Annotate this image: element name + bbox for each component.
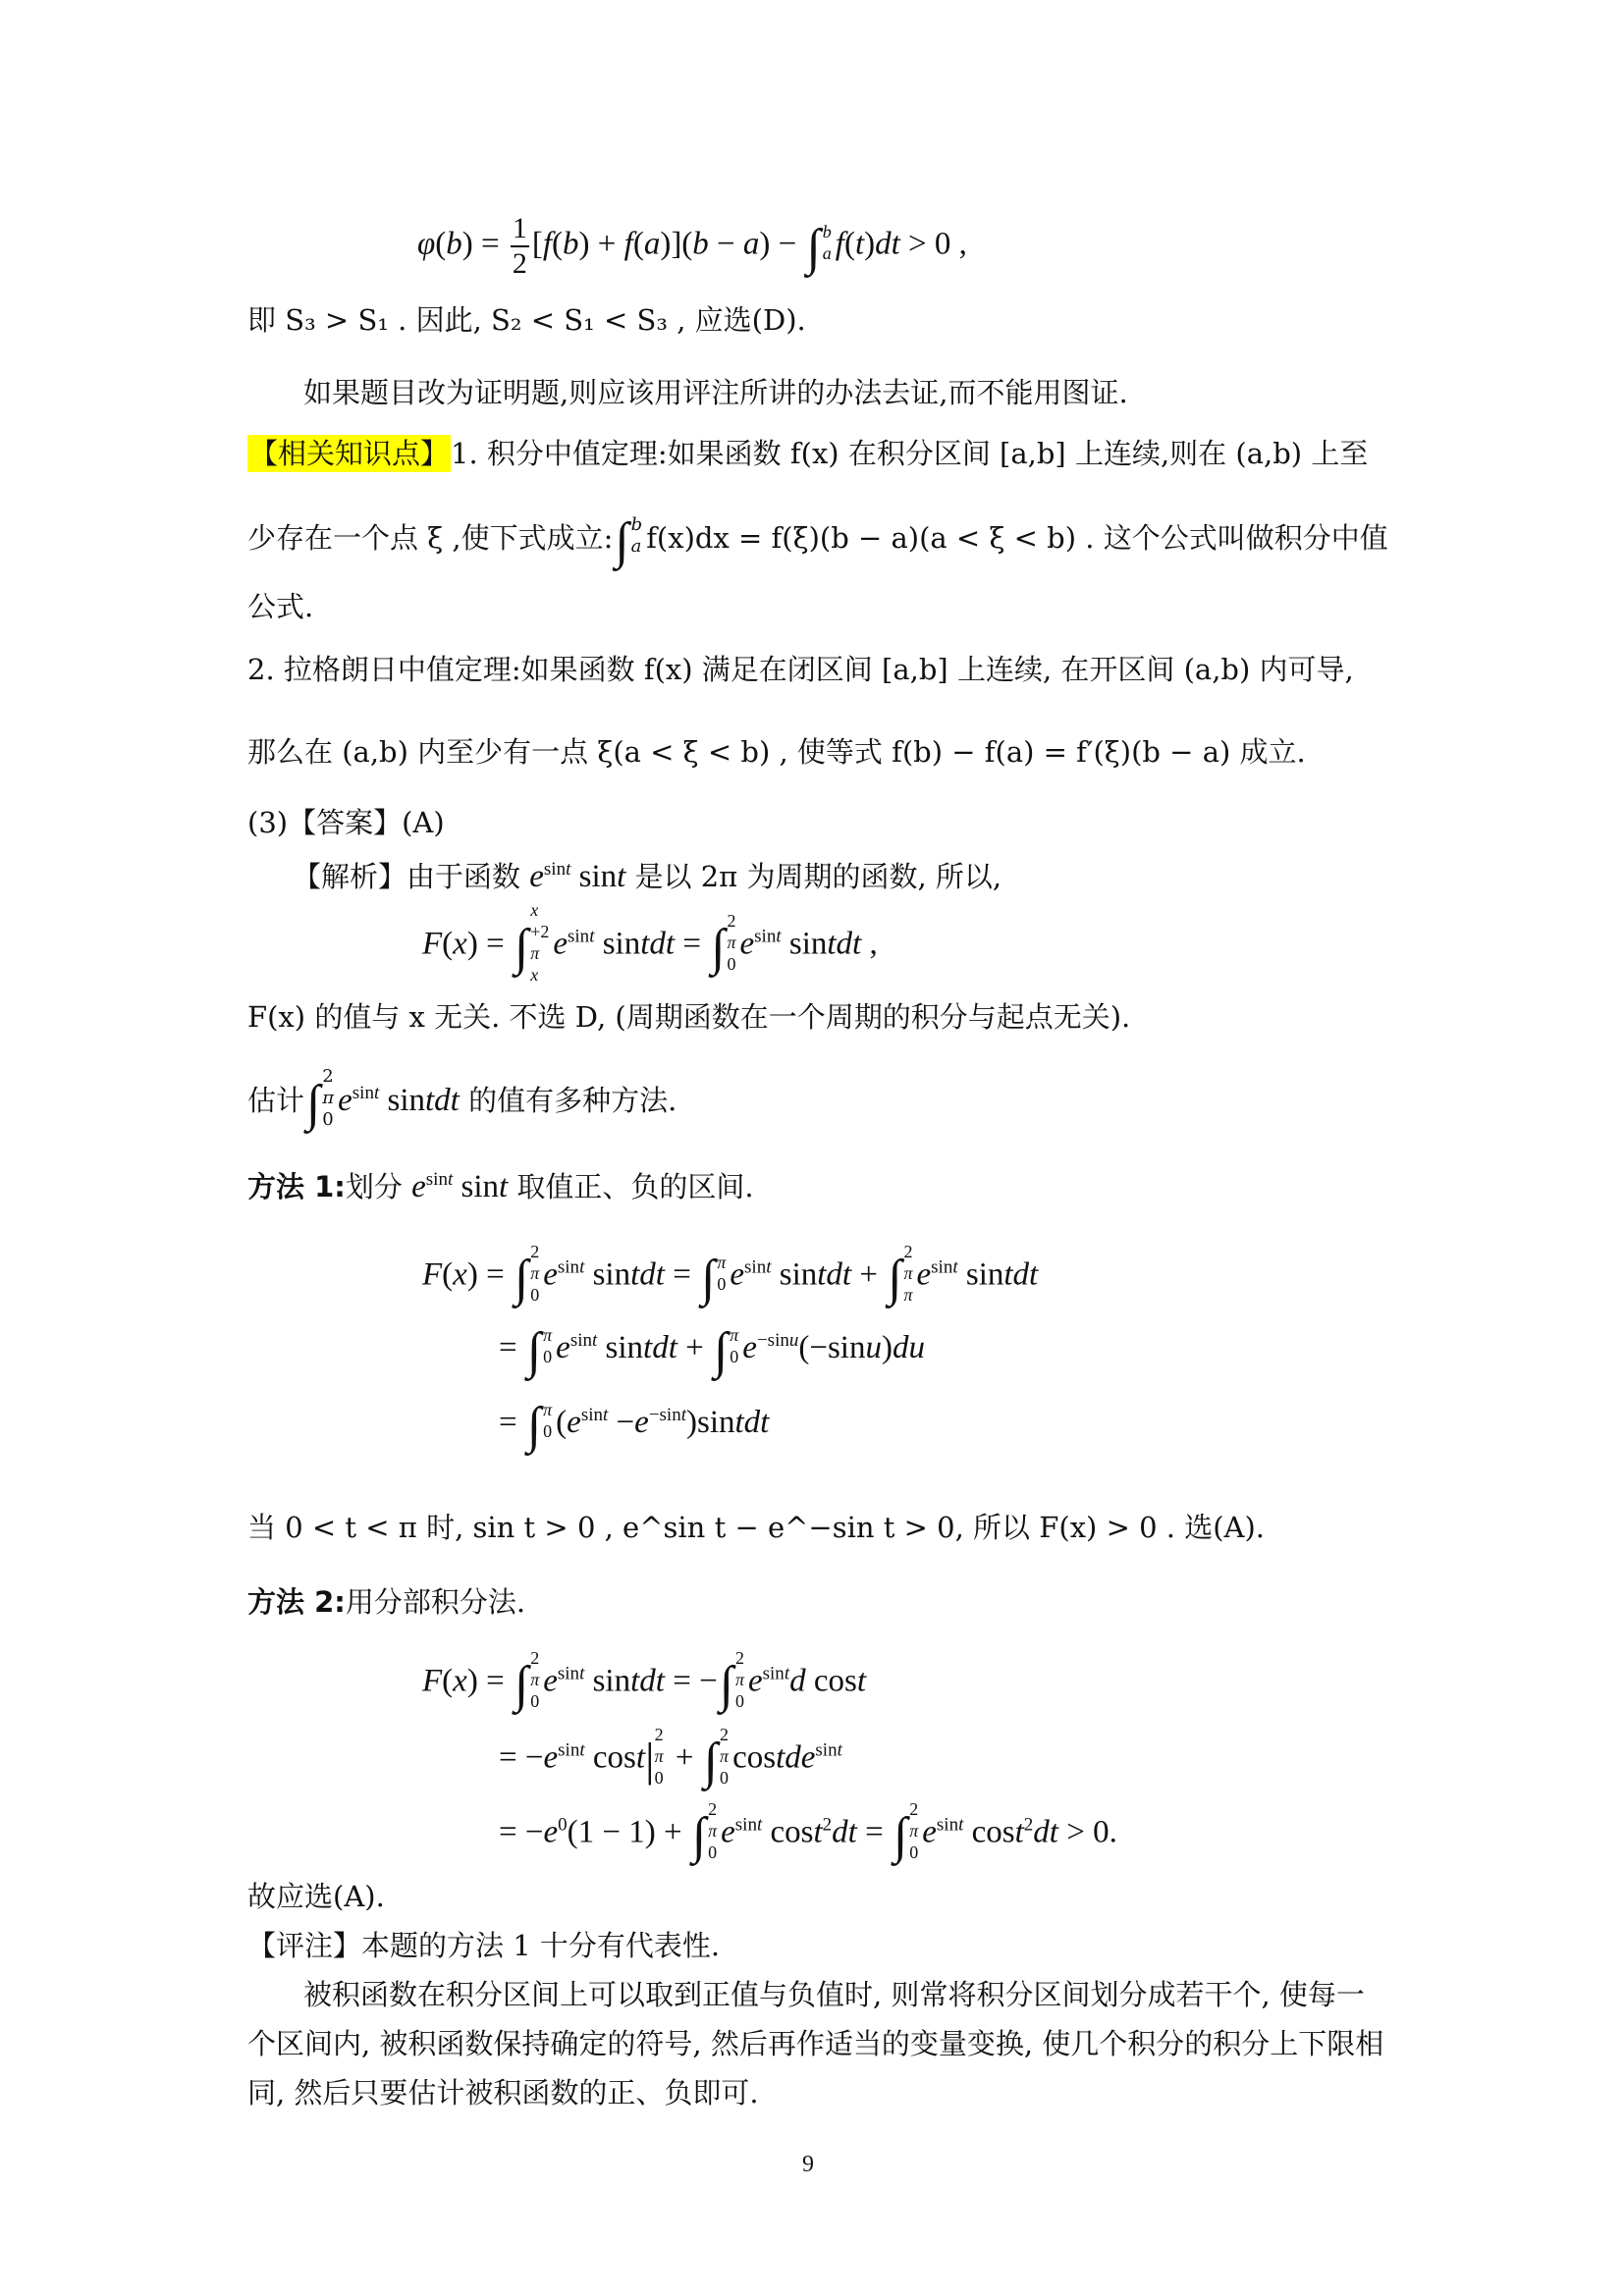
related-knowledge-tag: 【相关知识点】 <box>249 437 450 470</box>
lagrange-line-1: 2. 拉格朗日中值定理:如果函数 f(x) 满足在闭区间 [a,b] 上连续, 在开区间 (a,b) 内可导, <box>247 653 1354 686</box>
mvt-integral-line-2: 少存在一个点 ξ ,使下式成立:∫ b a f(x)dx = f(ξ)(b − a)(a < ξ < b) . 这个公式叫做积分中值 <box>247 513 1388 569</box>
estimate-line: 估计∫ 2 π 0 $e^{sint}$ sintdt 的值有多种方法. <box>247 1066 677 1132</box>
method1-eq-1: F(x) = ∫ 2 π 0 $e^{sint}$ sintdt = ∫ π 0 $e^{sint}$ sintdt + ∫ 2 π π $e^{sint}$ sintdt <box>422 1242 1039 1307</box>
comment-line: 【评注】本题的方法 1 十分有代表性. <box>247 1929 721 1962</box>
mvt-integral-line-3: 公式. <box>247 590 314 623</box>
formula-phi-b: φ(b) = $\frac{1}{2}$ [f(b) + f(a)](b − a) − ∫ b a f(t)dt > 0 , <box>417 212 967 280</box>
fx-independent: F(x) 的值与 x 无关. 不选 D, (周期函数在一个周期的积分与起点无关). <box>247 1000 1131 1034</box>
method1-eq-2: = ∫ π 0 $e^{sint}$ sintdt + ∫ π 0 $e^{-sinu}(-\sin u)du$ <box>499 1323 925 1379</box>
formula-fx-periodic: F(x) = ∫ x +2 π x $e^{sint}$ sintdt = ∫ 2 π 0 $e^{sint}$ sintdt , <box>422 900 878 985</box>
method2-eq-1: F(x) = ∫ 2 π 0 $e^{sint}$ sintdt = −∫ 2 π 0 $e^{sint}d$ cost <box>422 1648 867 1713</box>
method1-line: 方法 1:划分 $e^{sint}$ sint 取值正、负的区间. <box>247 1169 754 1204</box>
s3-conclusion: 即 S₃ > S₁ . 因此, S₂ < S₁ < S₃ , 应选(D). <box>247 303 806 337</box>
method1-label: 方法 1: <box>247 1170 346 1203</box>
when-0-t-pi: 当 0 < t < π 时, sin t > 0 , e^sin t − e^−sin t > 0, 所以 F(x) > 0 . 选(A). <box>247 1511 1265 1544</box>
therefore-A: 故应选(A). <box>247 1880 385 1913</box>
related-knowledge-line <box>247 434 1368 473</box>
comment-para-1: 被积函数在积分区间上可以取到正值与负值时, 则常将积分区间划分成若干个, 使每一 <box>303 1978 1365 2011</box>
lagrange-line-2: 那么在 (a,b) 内至少有一点 ξ(a < ξ < b) , 使等式 f(b) − f(a) = f′(ξ)(b − a) 成立. <box>247 735 1306 769</box>
method2-label: 方法 2: <box>247 1585 346 1619</box>
method2-eq-3: = $-e^0(1 - 1)$ + ∫ 2 π 0 $e^{sint}$ cost$^2$dt = ∫ 2 π 0 $e^{sint}$ cost$^2$dt > 0. <box>499 1799 1117 1864</box>
answer-3: (3)【答案】(A) <box>247 806 445 839</box>
method2-line: 方法 2:用分部积分法. <box>247 1585 526 1619</box>
method1-eq-3: = ∫ π 0 ($e^{sint}$ $-e^{-sint})sintdt$ <box>499 1398 770 1454</box>
proof-note: 如果题目改为证明题,则应该用评注所讲的办法去证,而不能用图证. <box>303 376 1128 409</box>
page-number: 9 <box>802 2152 814 2177</box>
comment-para-2: 个区间内, 被积函数保持确定的符号, 然后再作适当的变量变换, 使几个积分的积分上下限相 <box>247 2027 1384 2060</box>
analysis-line: 【解析】由于函数 $e^{sint}$ sint 是以 2π 为周期的函数, 所以, <box>293 859 1002 894</box>
method2-eq-2: = $-e^{sint}$ cost| 2 π 0 + ∫ 2 π 0 costde$^{sint}$ <box>499 1725 842 1789</box>
comment-para-3: 同, 然后只要估计被积函数的正、负即可. <box>247 2076 759 2109</box>
mvt-integral-line-1: 1. 积分中值定理:如果函数 f(x) 在积分区间 [a,b] 上连续,则在 (a,b) 上至 <box>451 437 1369 470</box>
